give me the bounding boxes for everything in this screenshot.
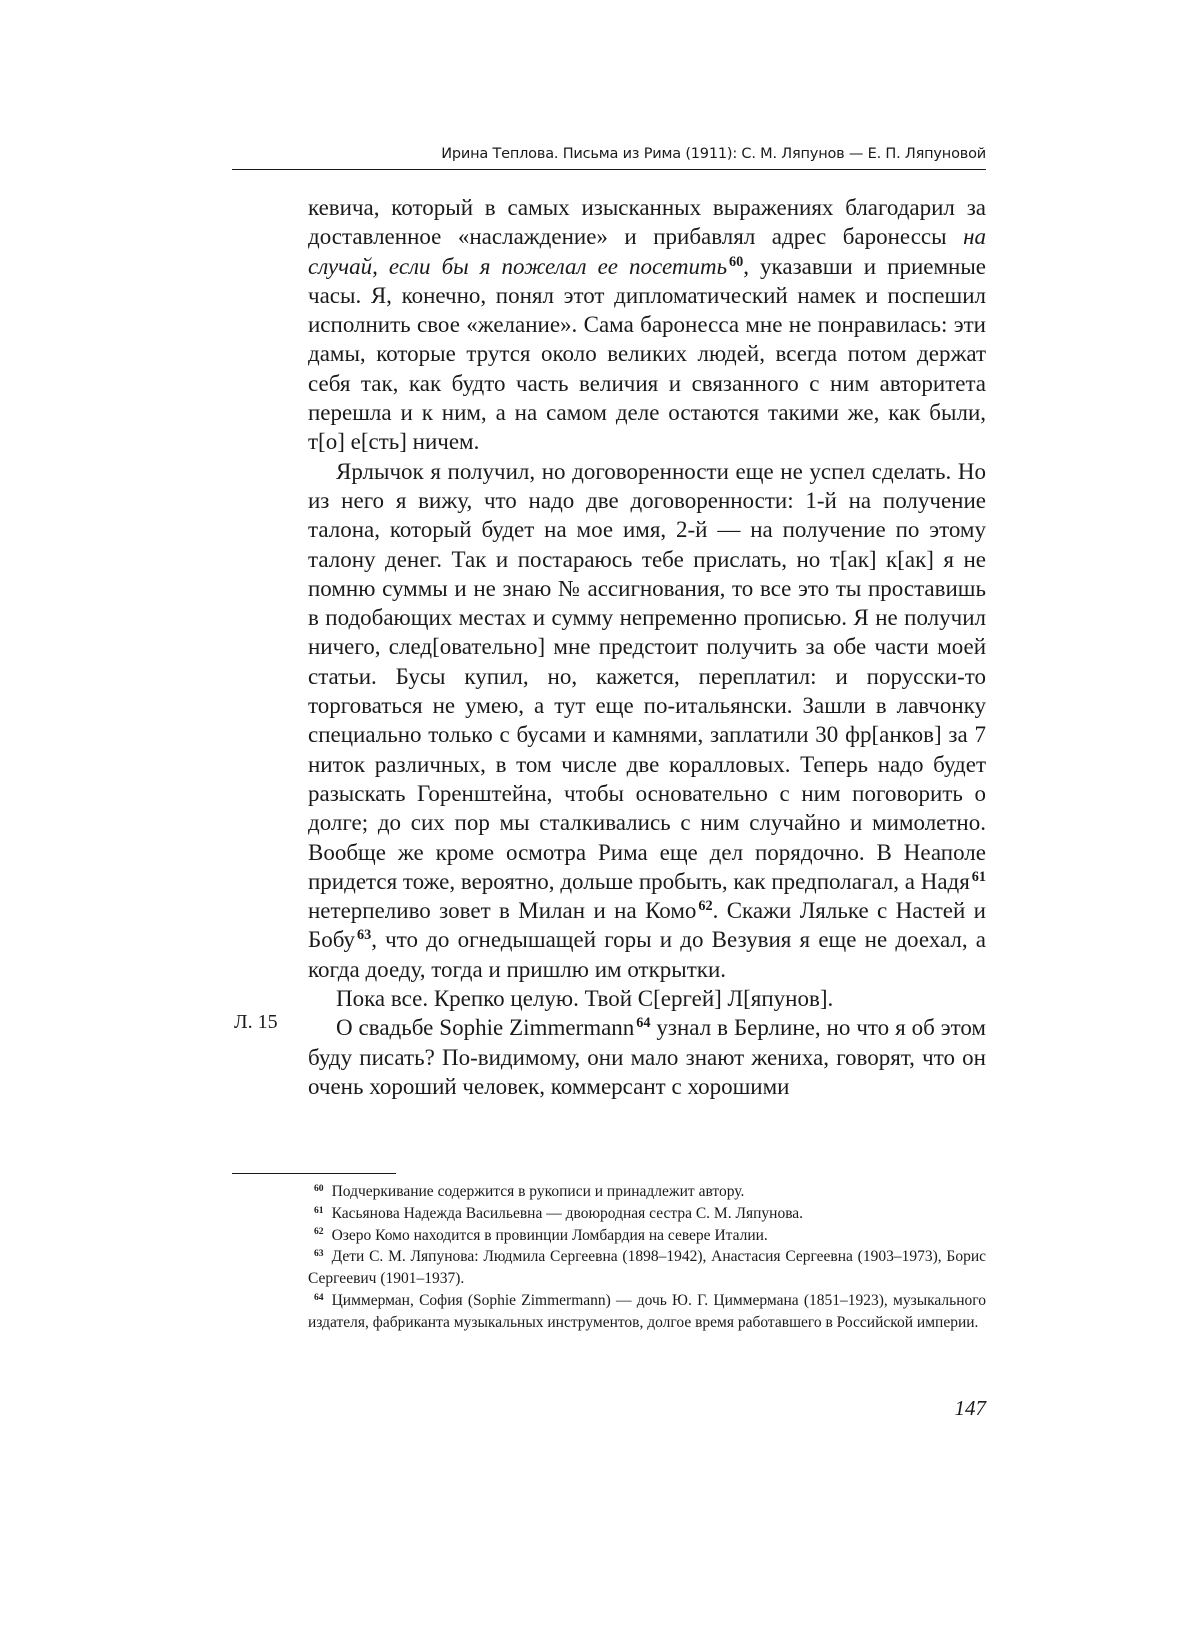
footnote-text: Касьянова Надежда Васильевна — двоюродная сестра С. М. Ляпунова. <box>331 1204 804 1222</box>
main-text <box>308 193 986 1101</box>
footnote-64 <box>308 1290 986 1334</box>
paragraph-1-text-a: кевича, который в самых изысканных выражениях благодарил за доставленное «наслаждение» и прибавлял адрес баронессы <box>308 195 986 250</box>
footnote-text: Подчеркивание содержится в рукописи и принадлежит автору. <box>331 1183 745 1200</box>
footnote-61 <box>308 1203 986 1225</box>
footnote-ref-61[interactable]: 61 <box>971 869 986 885</box>
paragraph-1-italic: на случай, если бы я пожелал ее посетить <box>308 224 986 279</box>
margin-note-sheet: Л. 15 <box>234 1011 278 1033</box>
footnote-ref-62[interactable]: 62 <box>698 898 713 915</box>
footnote-60 <box>308 1181 986 1203</box>
paragraph-2-text-a: Ярлычок я получил, но договоренности еще не успел сделать. Но из него я вижу, что надо две договоренности: 1-й на получение талона, который будет на мое имя, 2-й — на получение по этому талону денег. Так и постараюсь тебе прислать, но т[ак] к[ак] я не помню суммы и не знаю № ассигнования, то все это ты проставишь в подобающих местах и сумму непременно прописью. Я не получил ничего, след[овательно] мне предстоит получить за обе части моей статьи. Бусы купил, но, кажется, переплатил: и порусски-то торговаться не умею, а тут еще по-итальянски. Зашли в лавчонку специально только с бусами и камнями, заплатили 30 фр[анков] за 7 ниток различных, в том числе две коралловых. Теперь надо будет разыскать Горенштейна, чтобы основательно с ним поговорить о долге; до сих пор мы сталкивались с ним случайно и мимолетно. Вообще же кроме осмотра Рима еще дел порядочно. В Неаполе придется тоже, вероятно, дольше пробыть, как предполагал, а Надя <box>308 458 986 894</box>
footnote-ref-60[interactable]: 60 <box>728 253 744 270</box>
running-header: Ирина Теплова. Письма из Рима (1911): С. М. Ляпунов — Е. П. Ляпуновой <box>441 146 986 162</box>
footnote-number: 64 <box>314 1291 324 1303</box>
paragraph-4-text-b: узнал в Берлине, но что я об этом буду писать? По-видимому, они мало знают жениха, говорят, что он очень хороший человек, коммерсант с хорошими <box>308 1015 986 1099</box>
footnote-text: Дети С. М. Ляпунова: Людмила Сергеевна (1898–1942), Анастасия Сергеевна (1903–1973), Борис Сергеевич (1901–1937). <box>308 1248 986 1288</box>
footnote-62 <box>308 1225 986 1247</box>
footnote-text: Озеро Комо находится в провинции Ломбардия на севере Италии. <box>331 1226 768 1244</box>
paragraph-2-text-d: , что до огнедышащей горы и до Везувия я еще не доехал, а когда доеду, тогда и пришлю им открытки. <box>308 927 986 982</box>
paragraph-4 <box>308 1013 986 1101</box>
footnote-63 <box>308 1246 986 1290</box>
header-rule <box>232 169 986 170</box>
paragraph-2-text-c: . Скажи Ляльке с Настей и Бобу <box>308 898 986 953</box>
footnote-ref-63[interactable]: 63 <box>356 927 372 944</box>
paragraph-1 <box>308 193 986 457</box>
footnote-ref-64[interactable]: 64 <box>636 1015 651 1032</box>
paragraph-3: Пока все. Крепко целую. Твой С[ергей] Л[япунов]. <box>336 986 834 1012</box>
footnote-number: 62 <box>314 1226 324 1238</box>
paragraph-4-text-a: О свадьбе Sophie Zimmermann <box>336 1015 635 1041</box>
footnote-number: 63 <box>314 1248 324 1260</box>
footnote-text: Циммерман, София (Sophie Zimmermann) — дочь Ю. Г. Циммермана (1851–1923), музыкального издателя, фабриканта музыкальных инструментов, долгое время работавшего в Российской империи. <box>308 1291 986 1331</box>
paragraph-1-text-b: , указавши и приемные часы. Я, конечно, понял этот дипломатический намек и поспешил исполнить свое «желание». Сама баронесса мне не понравилась: эти дамы, которые трутся около великих людей, всегда потом держат себя так, как будто часть величия и связанного с ним авторитета перешла и к ним, а на самом деле остаются такими же, как были, т[о] е[сть] ничем. <box>308 253 987 455</box>
paragraph-2-text-b: нетерпеливо зовет в Милан и на Комо <box>308 898 697 924</box>
footnote-rule <box>232 1173 396 1174</box>
footnote-number: 61 <box>314 1204 324 1216</box>
paragraph-2 <box>308 457 986 984</box>
footnote-number: 60 <box>314 1182 324 1194</box>
footnotes <box>308 1181 986 1334</box>
page-number: 147 <box>954 1396 986 1420</box>
